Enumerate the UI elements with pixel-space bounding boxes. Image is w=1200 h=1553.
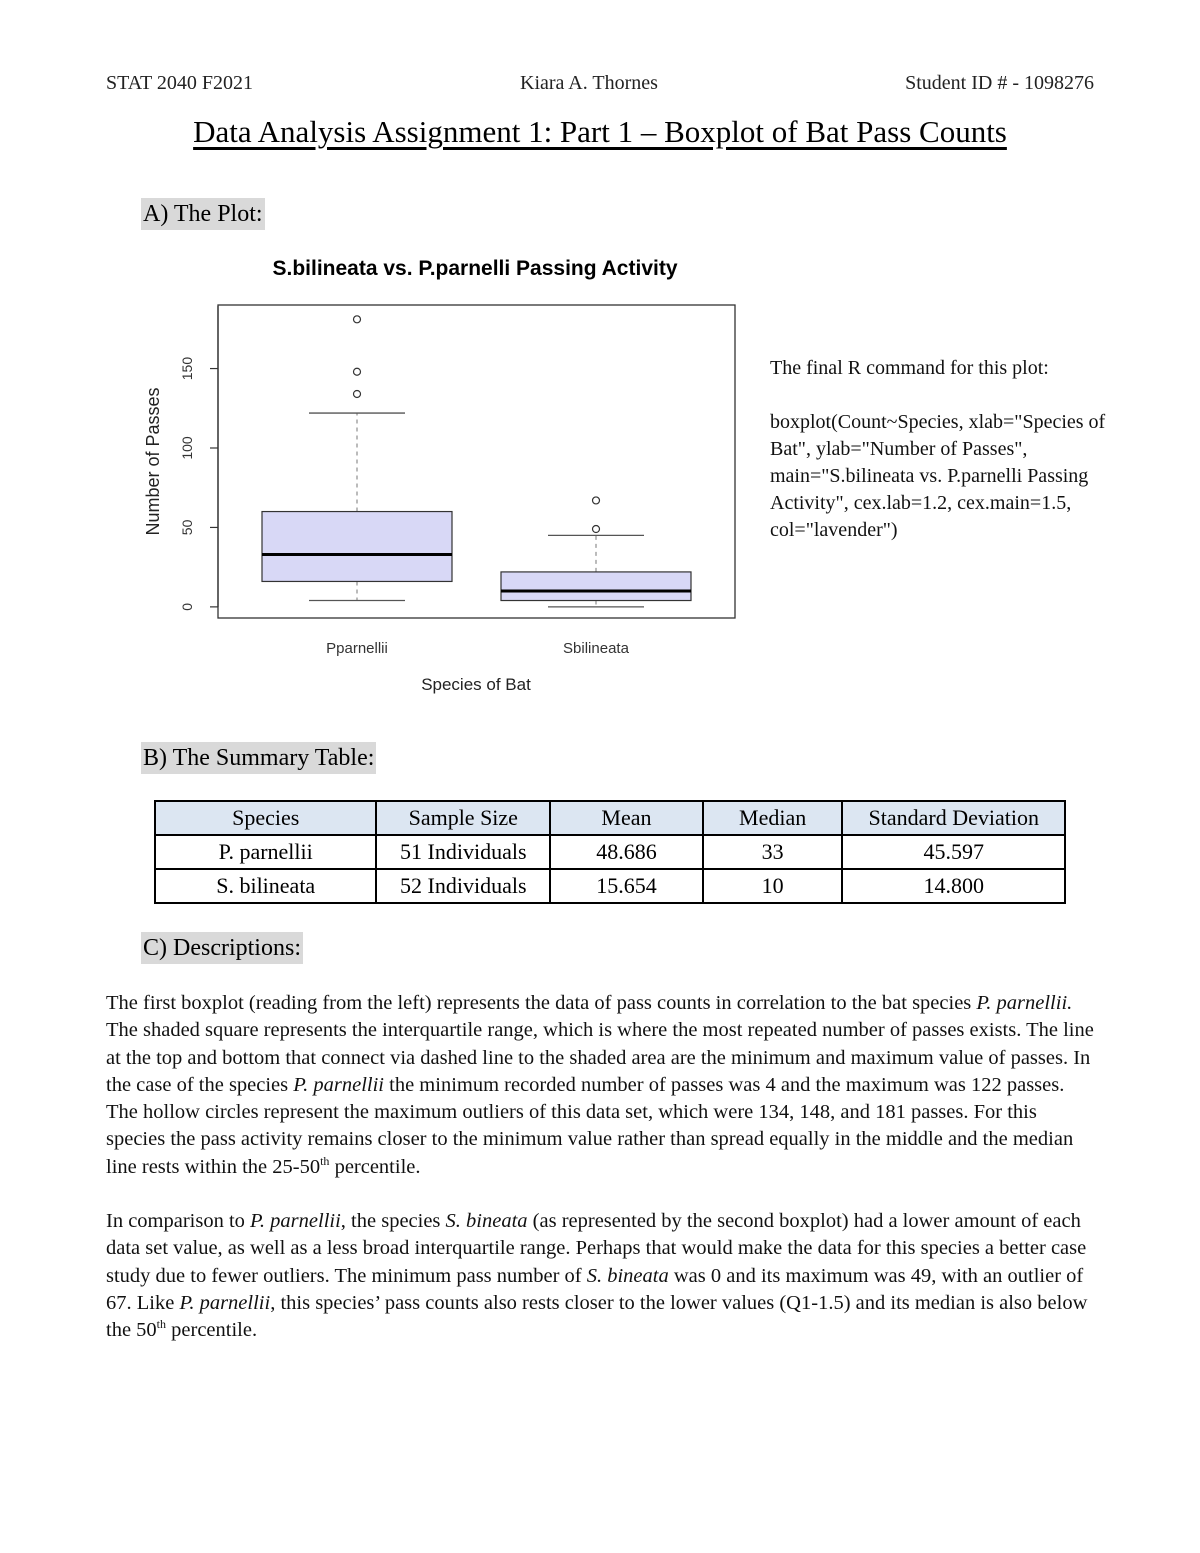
table-cell: 15.654	[550, 869, 703, 903]
summary-table	[154, 800, 1066, 904]
boxplot-chart	[130, 245, 760, 705]
chart-title: S.bilineata vs. P.parnelli Passing Activity	[272, 257, 678, 280]
outlier-point	[354, 368, 361, 375]
column-header: Sample Size	[376, 801, 550, 835]
table-cell: 14.800	[842, 869, 1065, 903]
table-cell: 33	[703, 835, 843, 869]
column-header: Mean	[550, 801, 703, 835]
table-cell: 10	[703, 869, 843, 903]
iqr-box	[501, 572, 691, 601]
outlier-point	[593, 497, 600, 504]
section-heading-descriptions: C) Descriptions:	[141, 932, 303, 964]
y-tick-label: 150	[179, 356, 195, 381]
section-heading-summary-table: B) The Summary Table:	[141, 742, 376, 774]
outlier-point	[354, 316, 361, 323]
r-command-note	[770, 355, 1115, 571]
r-command-code: boxplot(Count~Species, xlab="Species of Bat", ylab="Number of Passes", main="S.bilineata vs. P.parnelli Passing Activity", cex.lab=1.2, cex.main=1.5, col="lavender")	[770, 411, 1106, 541]
column-header: Standard Deviation	[842, 801, 1065, 835]
y-tick-label: 50	[179, 519, 195, 536]
header-student-id: Student ID # - 1098276	[905, 72, 1094, 94]
x-tick-label: Sbilineata	[563, 640, 629, 657]
column-header: Species	[155, 801, 376, 835]
table-cell: 52 Individuals	[376, 869, 550, 903]
header-course: STAT 2040 F2021	[106, 72, 253, 94]
table-cell: 48.686	[550, 835, 703, 869]
table-header-row	[155, 801, 1065, 835]
header-student-name: Kiara A. Thornes	[520, 72, 658, 94]
y-tick-label: 0	[179, 602, 195, 611]
section-heading-plot: A) The Plot:	[141, 198, 265, 230]
table-cell: P. parnellii	[155, 835, 376, 869]
column-header: Median	[703, 801, 843, 835]
iqr-box	[262, 512, 452, 582]
x-tick-label: Pparnellii	[326, 640, 388, 657]
table-cell: S. bilineata	[155, 869, 376, 903]
y-axis-label: Number of Passes	[143, 387, 163, 536]
table-row	[155, 835, 1065, 869]
table-row	[155, 869, 1065, 903]
page-title: Data Analysis Assignment 1: Part 1 – Boxplot of Bat Pass Counts	[193, 114, 1007, 149]
y-tick-label: 100	[179, 436, 195, 460]
descriptions-body	[106, 990, 1096, 1372]
description-paragraph-2: In comparison to P. parnellii, the species S. bineata (as represented by the second boxplot) had a lower amount of each data set value, as well as a less broad interquartile range. Perhaps that would make the data for this species a better case study due to fewer outliers. The minimum pass number of S. bineata was 0 and its maximum was 49, with an outlier of 67. Like P. parnellii, this species’ pass counts also rests closer to the lower values (Q1-1.5) and its median is also below the 50th percentile.	[106, 1210, 1088, 1342]
table-cell: 51 Individuals	[376, 835, 550, 869]
r-command-intro: The final R command for this plot:	[770, 357, 1049, 379]
description-paragraph-1: The first boxplot (reading from the left) represents the data of pass counts in correlation to the bat species P. parnellii. The shaded square represents the interquartile range, which is where the most repeated number of passes exists. The line at the top and bottom that connect via dashed line to the shaded area are the minimum and maximum value of passes. In the case of the species P. parnellii the minimum recorded number of passes was 4 and the maximum was 122 passes. The hollow circles represent the maximum outliers of this data set, which were 134, 148, and 181 passes. For this species the pass activity remains closer to the minimum value rather than spread equally in the middle and the median line rests within the 25-50th percentile.	[106, 992, 1094, 1178]
outlier-point	[593, 526, 600, 533]
x-axis-label: Species of Bat	[421, 675, 531, 694]
outlier-point	[354, 390, 361, 397]
table-cell: 45.597	[842, 835, 1065, 869]
